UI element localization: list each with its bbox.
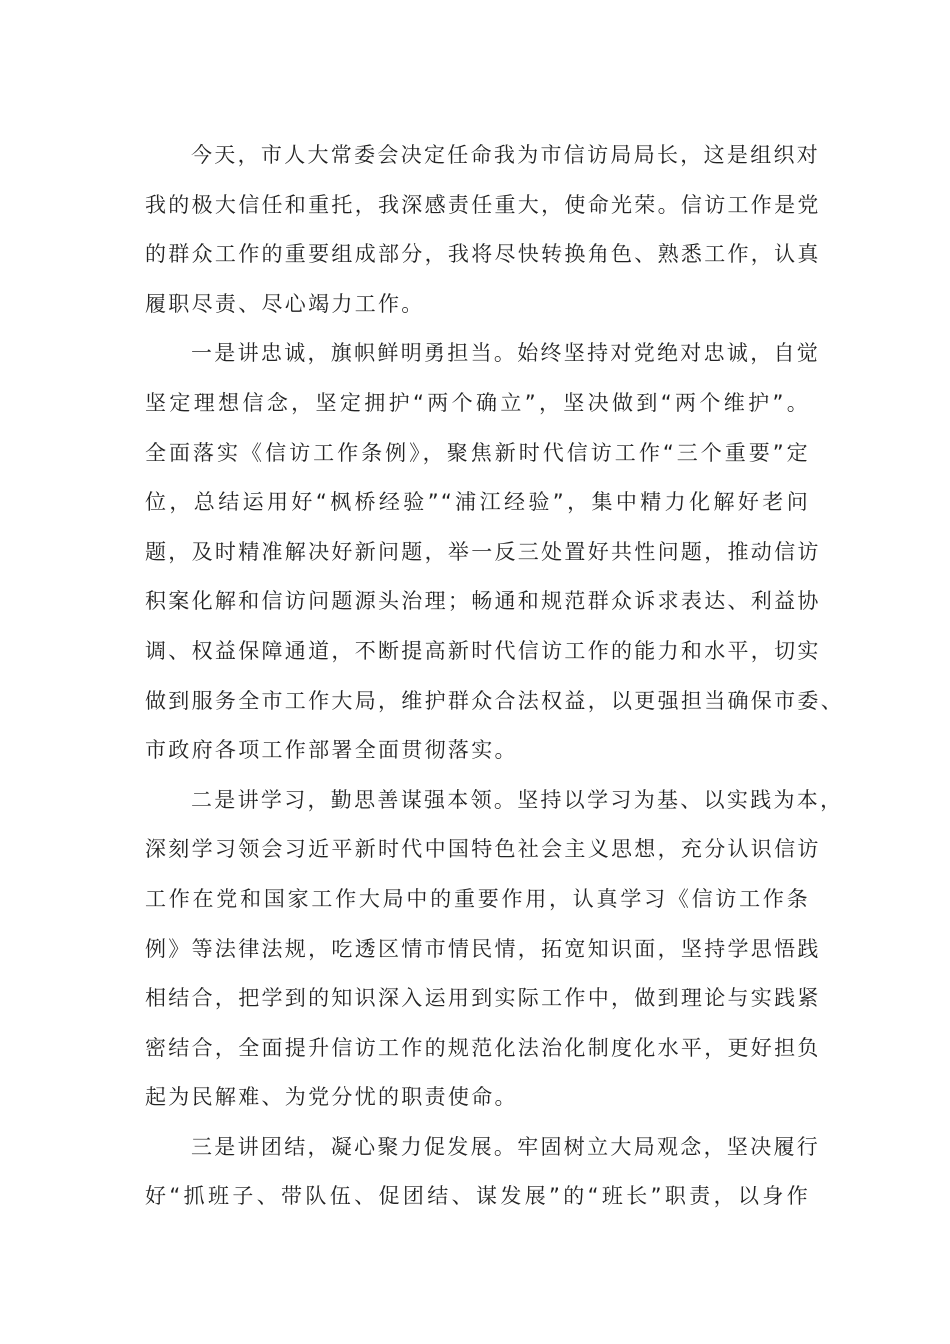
- text-line: 密结合，全面提升信访工作的规范化法治化制度化水平，更好担负: [145, 1035, 821, 1060]
- text-line: 三是讲团结，凝心聚力促发展。牢固树立大局观念，坚决履行: [191, 1134, 821, 1159]
- text-line: 履职尽责、尽心竭力工作。: [145, 291, 425, 316]
- text-line: 一是讲忠诚，旗帜鲜明勇担当。始终坚持对党绝对忠诚，自觉: [191, 341, 821, 366]
- paragraph-loyalty: [145, 329, 844, 775]
- text-line: 今天，市人大常委会决定任命我为市信访局局长，这是组织对: [191, 143, 821, 167]
- text-line: 全面落实《信访工作条例》，聚焦新时代信访工作“三个重要”定: [145, 440, 810, 465]
- text-line: 积案化解和信访问题源头治理；畅通和规范群众诉求表达、利益协: [145, 589, 821, 614]
- text-line: 相结合，把学到的知识深入运用到实际工作中，做到理论与实践紧: [145, 986, 821, 1011]
- text-line: 工作在党和国家工作大局中的重要作用，认真学习《信访工作条: [145, 886, 810, 911]
- text-line: 市政府各项工作部署全面贯彻落实。: [145, 738, 518, 763]
- text-line: 二是讲学习，勤思善谋强本领。坚持以学习为基、以实践为本，: [191, 787, 844, 812]
- text-line: 坚定理想信念，坚定拥护“两个确立”，坚决做到“两个维护”。: [145, 390, 810, 415]
- text-line: 我的极大信任和重托，我深感责任重大，使命光荣。信访工作是党: [145, 192, 821, 217]
- document-page: [145, 131, 844, 1222]
- text-line: 的群众工作的重要组成部分，我将尽快转换角色、熟悉工作，认真: [145, 242, 821, 267]
- paragraph-unity: [145, 1123, 821, 1222]
- text-line: 做到服务全市工作大局，维护群众合法权益，以更强担当确保市委、: [145, 688, 844, 713]
- text-line: 题，及时精准解决好新问题，举一反三处置好共性问题，推动信访: [145, 539, 821, 564]
- paragraph-learning: [145, 776, 844, 1123]
- text-line: 位，总结运用好“枫桥经验”“浦江经验”，集中精力化解好老问: [145, 490, 810, 515]
- text-line: 好“抓班子、带队伍、促团结、谋发展”的“班长”职责，以身作: [145, 1184, 810, 1209]
- paragraph-intro: [145, 131, 821, 329]
- text-line: 深刻学习领会习近平新时代中国特色社会主义思想，充分认识信访: [145, 837, 821, 862]
- text-line: 调、权益保障通道，不断提高新时代信访工作的能力和水平，切实: [145, 638, 821, 663]
- text-line: 起为民解难、为党分忧的职责使命。: [145, 1085, 518, 1110]
- text-line: 例》等法律法规，吃透区情市情民情，拓宽知识面，坚持学思悟践: [145, 936, 821, 961]
